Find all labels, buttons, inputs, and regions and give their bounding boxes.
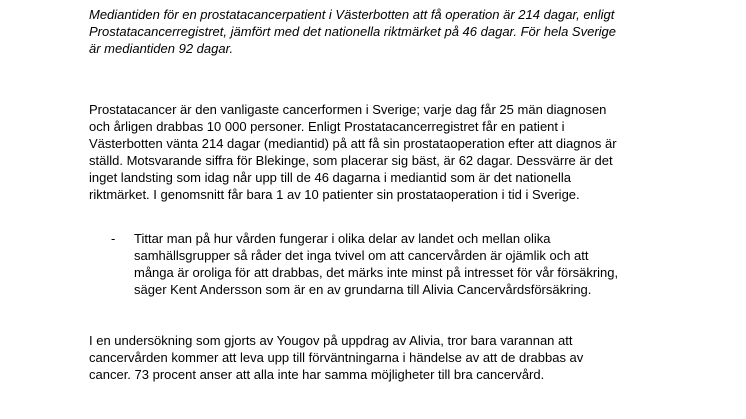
quote-line: Tittar man på hur vården fungerar i olika delar av landet och mellan olika [134, 231, 551, 246]
intro-line: är mediantiden 92 dagar. [89, 41, 234, 56]
body-line: och årligen drabbas 10 000 personer. Enligt Prostatacancerregistret får en patient i [89, 119, 565, 134]
quote-line: säger Kent Andersson som är en av grundarna till Alivia Cancervårdsförsäkring. [134, 282, 592, 297]
intro-line: Prostatacancerregistret, jämfört med det nationella riktmärket på 46 dagar. För hela Sverige [89, 24, 616, 39]
intro-paragraph [89, 6, 689, 57]
body-line: riktmärket. I genomsnitt får bara 1 av 10 patienter sin prostataoperation i tid i Sverige. [89, 187, 580, 202]
intro-line: Mediantiden för en prostatacancerpatient i Västerbotten att få operation är 214 dagar, enligt [89, 7, 615, 22]
body-line: ställd. Motsvarande siffra för Blekinge, som placerar sig bäst, är 62 dagar. Dessvärre är det [89, 153, 613, 168]
body-line: Västerbotten vänta 214 dagar (mediantid) på att få sin prostataoperation efter att diagnos är [89, 136, 617, 151]
body-line: I en undersökning som gjorts av Yougov på uppdrag av Alivia, tror bara varannan att [89, 333, 573, 348]
quote-line: många är oroliga för att drabbas, det märks inte minst på intresset för vår försäkring, [134, 265, 619, 280]
quote-text [134, 230, 618, 298]
body-line: cancer. 73 procent anser att alla inte har samma möjligheter till bra cancervård. [89, 367, 545, 382]
body-line: inget landsting som idag når upp till de 46 dagarna i mediantid som är det nationella [89, 170, 572, 185]
quote-dash: - [111, 231, 116, 246]
quote-block [89, 230, 689, 298]
body-line: Prostatacancer är den vanligaste cancerformen i Sverige; varje dag får 25 män diagnosen [89, 102, 607, 117]
body-line: cancervården kommer att leva upp till förväntningarna i händelse av att de drabbas av [89, 350, 584, 365]
body-paragraph-1 [89, 101, 689, 203]
body-paragraph-2 [89, 332, 689, 383]
quote-line: samhällsgrupper så råder det inga tvivel om att cancervården är ojämlik och att [134, 248, 589, 263]
